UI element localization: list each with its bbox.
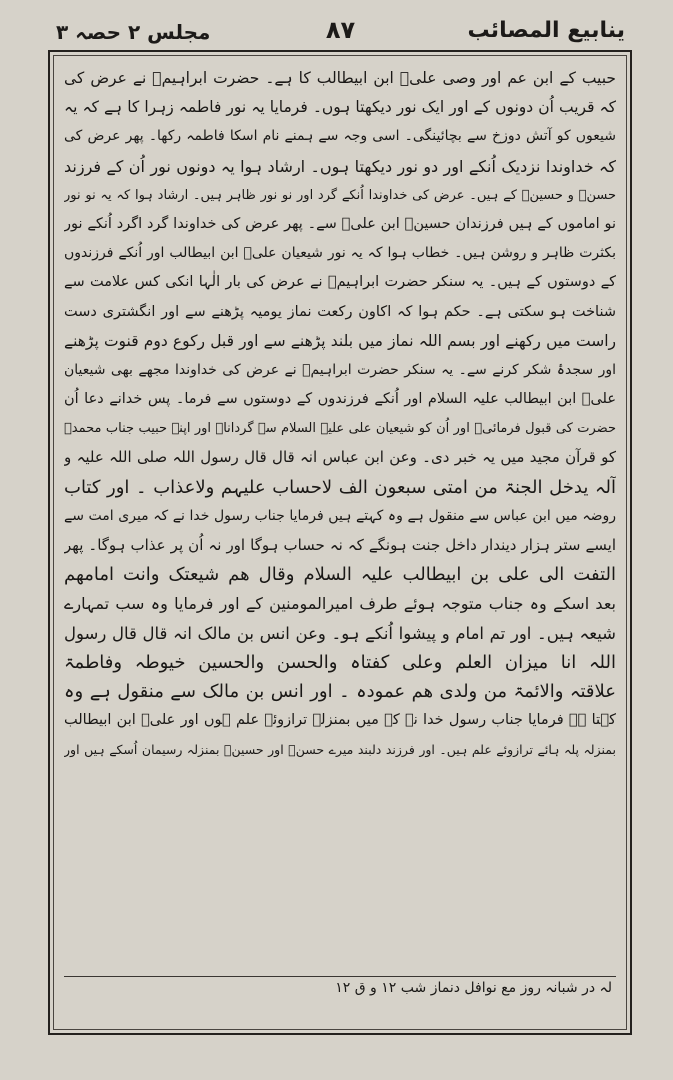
text-line: شناخت ہو سکتی ہے۔ حکم ہوا کہ اکاون رکعت نماز یومیہ پڑھنے سے اور انگشتری دست xyxy=(64,303,616,320)
text-line: حضرت کی قبول فرمائی۔ اور اُن کو شیعیان علی علیہ السلام سے گردانا۔ اور اپنے حبیب جناب محمدؐ xyxy=(64,421,616,437)
text-line: علیؑ ابن ابیطالب علیہ السلام اور اُنکے فرزندوں کے دوستوں سے فرما۔ پس خدانے دعا اُن xyxy=(64,391,616,408)
text-line: التفت الی علی بن ابیطالب علیہ السلام وقال ھم شیعتک وانت امامھم xyxy=(64,564,616,586)
page-header xyxy=(48,12,633,52)
text-line: کو قرآن مجید میں یہ خبر دی۔ وعن ابن عباس انہ قال قال رسول اللہ صلی اللہ علیہ و xyxy=(64,448,616,467)
section-label: مجلس ۲ حصہ ۳ xyxy=(56,20,211,44)
text-frame xyxy=(48,50,632,1035)
text-line: بمنزلہ پلہ ہائے ترازوئے علم ہیں۔ اور فرزند دلبند میرے حسنؑ اور حسینؑ بمنزلہ رسیمان اُسکے ہیں اور xyxy=(64,742,616,758)
text-line: بعد اسکے وہ جناب متوجہ ہوئے طرف امیرالمومنین کے اور فرمایا وہ سب تمہارے xyxy=(64,594,616,614)
text-line: شیعہ ہیں۔ اور تم امام و پیشوا اُنکے ہو۔ وعن انس بن مالک انہ قال قال رسول xyxy=(64,623,616,643)
book-title: ینابیع المصائب xyxy=(467,18,625,43)
footnote-divider xyxy=(64,976,616,977)
text-line: بکثرت ظاہر و روشن ہیں۔ خطاب ہوا کہ یہ نور شیعیان علیؑ ابن ابیطالب اور اُنکے فرزندوں xyxy=(64,245,616,262)
text-line: اللہ انا میزان العلم وعلی کفتاہ والحسن والحسین خیوطہ وفاطمۃ xyxy=(64,651,616,673)
text-line: کہ قریب اُن دونوں کے اور ایک نور دیکھتا ہوں۔ فرمایا یہ نور فاطمہ زہرا کا ہے کہ یہ xyxy=(64,98,616,117)
text-line: کہ خداوندا نزدیک اُنکے اور دو نور دیکھتا ہوں۔ ارشاد ہوا یہ دونوں نور اُن کے فرزند xyxy=(64,156,616,176)
text-line: ایسے ستر ہزار دیندار داخل جنت ہونگے کہ نہ حساب ہوگا اور نہ اُن پر عذاب ہوگا۔ پھر xyxy=(64,536,616,554)
footnote: لہ در شبانہ روز مع نوافل دنماز شب ۱۲ و ق ۱۲ xyxy=(335,980,612,996)
text-line: علاقتہ والائمۃ من ولدی ھم عمودہ ۔ اور انس بن مالک سے منقول ہے وہ xyxy=(64,680,616,702)
text-line: شیعوں کو آتش دوزخ سے بچائینگی۔ اسی وجہ سے ہمنے نام اسکا فاطمہ رکھا۔ پھر عرض کی xyxy=(64,128,616,145)
text-line: راست میں رکھنے اور بسم اللہ نماز میں بلند پڑھنے سے اور قبل رکوع دوم قنوت پڑھنے xyxy=(64,331,616,350)
text-line: حبیب کے ابن عم اور وصی علیؑ ابن ابیطالب کا ہے۔ حضرت ابراہیمؑ نے عرض کی xyxy=(64,69,616,87)
text-line: روضہ میں ابن عباس سے منقول ہے وہ کہتے ہیں فرمایا جناب رسول خدا نے کہ میری امت سے xyxy=(64,507,616,524)
text-line: حسنؑ و حسینؑ کے ہیں۔ عرض کی خداوندا اُنکے گرد اور نو نور ظاہر ہیں۔ ارشاد ہوا کہ یہ نو نور xyxy=(64,187,616,203)
text-line: کہتا ہے فرمایا جناب رسول خدا نے کہ میں بمنزلہ ترازوئے علم ہوں اور علیؑ ابن ابیطالب xyxy=(64,712,616,729)
text-line: کے دوستوں کے ہیں۔ یہ سنکر حضرت ابراہیمؑ نے عرض کی بار الٰہا انکی کس علامت سے xyxy=(64,274,616,291)
text-line: نو اماموں کے ہیں فرزندان حسینؑ ابن علیؑ سے۔ پھر عرض کی خداوندا گرد اگرد اُنکے نور xyxy=(64,215,616,232)
text-line: اور سجدۂ شکر کرنے سے۔ یہ سنکر حضرت ابراہیمؑ نے عرض کی خداوندا مجھے بھی شیعیان xyxy=(64,361,616,378)
page-number: ۸۷ xyxy=(325,16,356,44)
text-line: آلہ یدخل الجنۃ من امتی سبعون الف لاحساب علیہم ولاعذاب ۔ اور کتاب xyxy=(64,476,616,498)
body-text xyxy=(64,64,616,765)
